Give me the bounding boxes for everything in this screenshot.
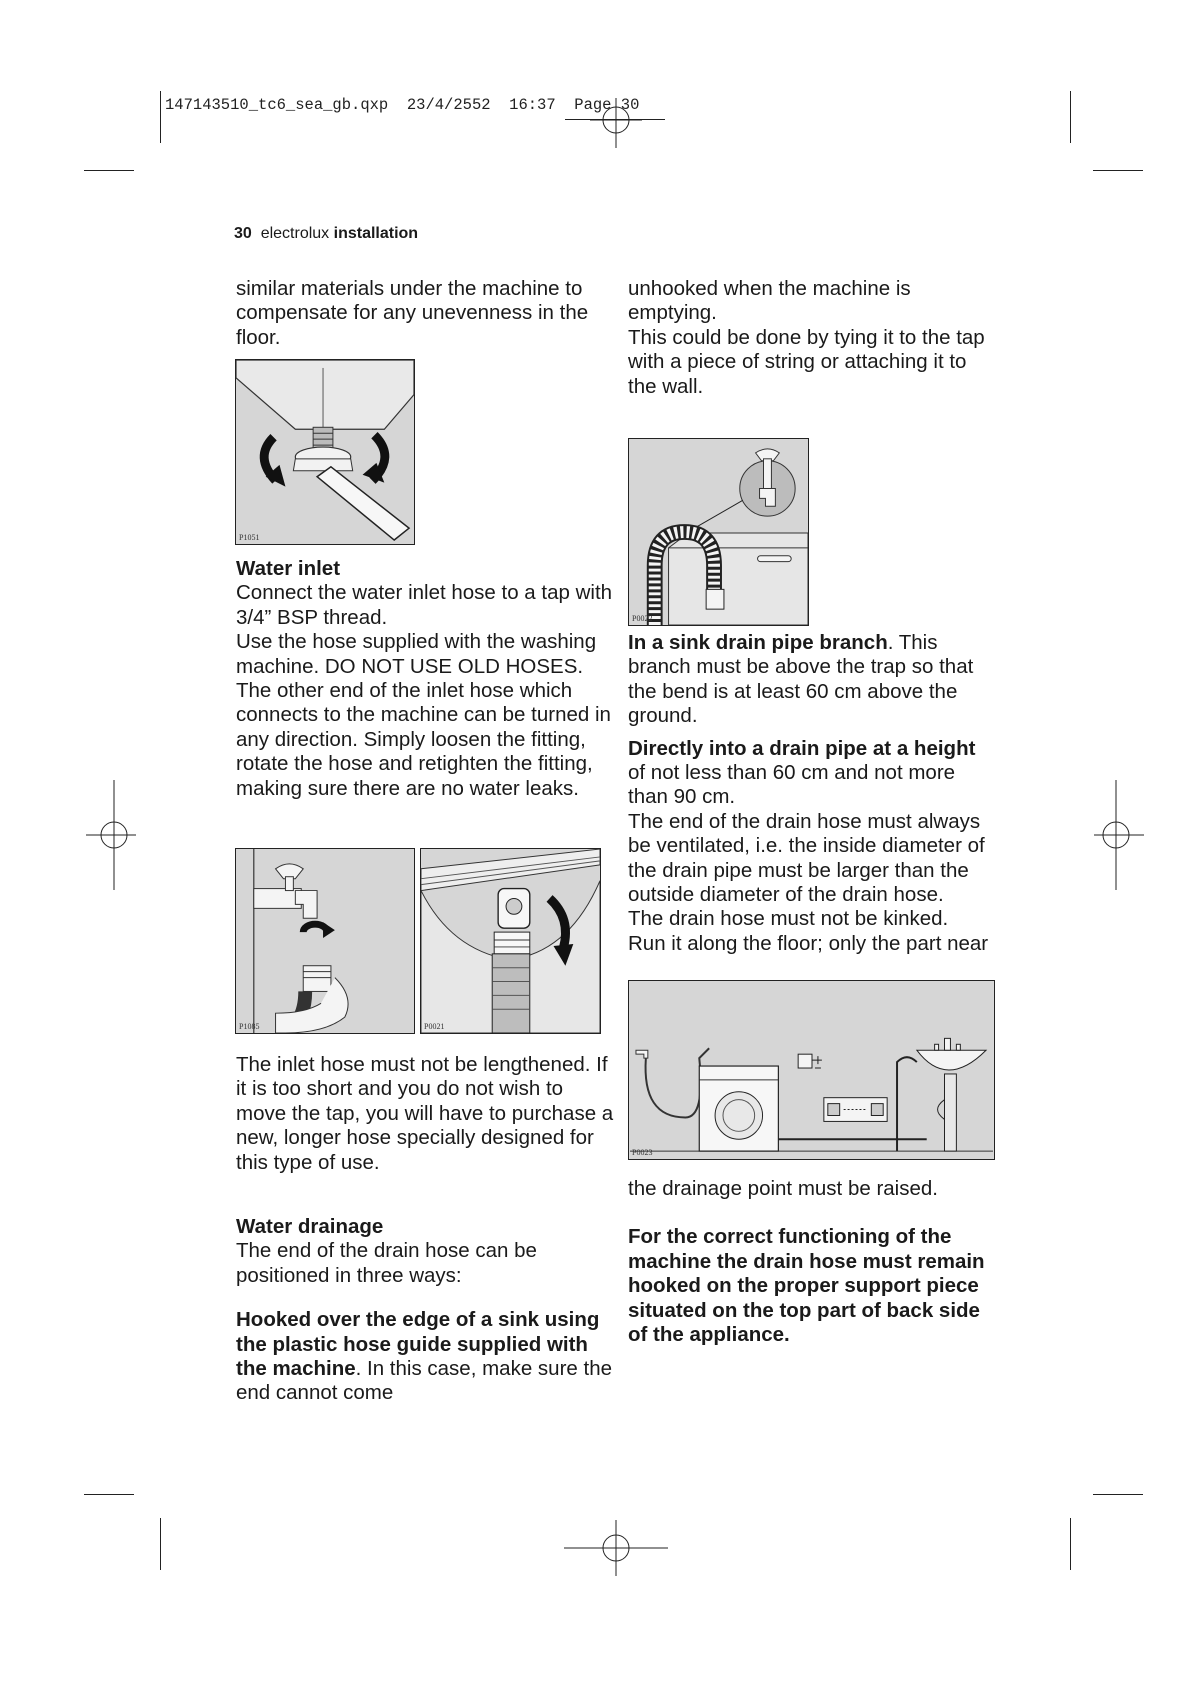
water-inlet-p2: Use the hose supplied with the washing machine. DO NOT USE OLD HOSES. [236, 630, 597, 678]
water-inlet-p3: The other end of the inlet hose which connects to the machine can be turned in any direction. Simply loosen the fitting, rotate the hose and retighten the fitting, making sure there are no water leaks. [236, 679, 611, 800]
unhooked-text: unhooked when the machine is emptying. [628, 277, 911, 325]
feet-spanner-illustration [236, 360, 414, 544]
water-drainage-heading: Water drainage [236, 1215, 384, 1238]
inlet-length-text: The inlet hose must not be lengthened. If it is too short and you do not wish to move the tap, you will have to purchase a new, longer hose specially designed for this type of use. [236, 1053, 614, 1174]
figure-code: P0023 [632, 1148, 653, 1157]
water-inlet-section [236, 557, 616, 801]
ventilated-text: The end of the drain hose must always be ventilated, i.e. the inside diameter of the drain pipe must be larger than the outside diameter of the drain hose. [628, 809, 985, 907]
sink-branch-paragraph [628, 631, 998, 729]
registration-mark-bottom [560, 1520, 670, 1576]
raised-text: the drainage point must be raised. [628, 1177, 938, 1200]
hose-hook-illustration [629, 439, 808, 625]
water-inlet-heading: Water inlet [236, 557, 341, 580]
drain-layout-illustration [629, 981, 994, 1159]
running-head [234, 225, 418, 243]
figure-hose-hook [628, 438, 809, 626]
figure-tap-connection [235, 848, 415, 1034]
direct-drain-rest: of not less than 60 cm and not more than 90 cm. [628, 761, 956, 809]
brand-name: electrolux [260, 225, 330, 242]
water-drainage-section [236, 1215, 616, 1406]
print-slug: 147143510_tc6_sea_gb.qxp 23/4/2552 16:37 Page 30 [165, 96, 640, 114]
figure-code: P0021 [424, 1022, 445, 1031]
kinked-text: The drain hose must not be kinked. [628, 907, 949, 931]
sink-branch-bold: In a sink drain pipe branch [628, 631, 888, 654]
figure-drain-layout [628, 980, 995, 1160]
run-along-text: Run it along the floor; only the part near [628, 931, 989, 955]
page-number: 30 [234, 225, 252, 242]
registration-mark-top [588, 98, 644, 148]
levelling-text: similar materials under the machine to compensate for any unevenness in the floor. [236, 277, 589, 349]
section-name: installation [333, 225, 419, 242]
right-column-middle [628, 631, 998, 956]
right-column-bottom [628, 1177, 998, 1347]
figure-code: P1051 [239, 533, 260, 542]
sink-branch-rest: . This branch must be above the trap so that the bend is at least 60 cm above the ground. [628, 631, 974, 728]
figure-adjustable-feet [235, 359, 415, 545]
left-column-intro [236, 277, 616, 350]
tie-text: This could be done by tying it to the tap with a piece of string or attaching it to the wall. [628, 325, 985, 398]
water-drainage-p1: The end of the drain hose can be positioned in three ways: [236, 1239, 537, 1287]
figure-hose-fitting [420, 848, 601, 1034]
inlet-length-section [236, 1053, 616, 1175]
direct-drain-paragraph [628, 737, 998, 810]
machine-fitting-illustration [421, 849, 600, 1033]
direct-drain-bold: Directly into a drain pipe at a height [628, 736, 976, 760]
closing-warning: For the correct functioning of the machine the drain hose must remain hooked on the proper support piece situated on the top part of back side of the appliance. [628, 1225, 985, 1347]
hooked-rest: . In this case, make sure the end cannot come [236, 1357, 612, 1405]
hooked-bold: Hooked over the edge of a sink using the plastic hose guide supplied with the machine [236, 1308, 600, 1381]
right-column-top [628, 277, 998, 399]
tap-hose-illustration [236, 849, 414, 1033]
water-inlet-p1: Connect the water inlet hose to a tap with 3/4” BSP thread. [236, 581, 613, 629]
registration-mark-left [80, 780, 136, 890]
registration-mark-right [1094, 780, 1150, 890]
figure-code: P1085 [239, 1022, 260, 1031]
hooked-paragraph [236, 1308, 616, 1406]
figure-code: P0022 [632, 614, 653, 623]
